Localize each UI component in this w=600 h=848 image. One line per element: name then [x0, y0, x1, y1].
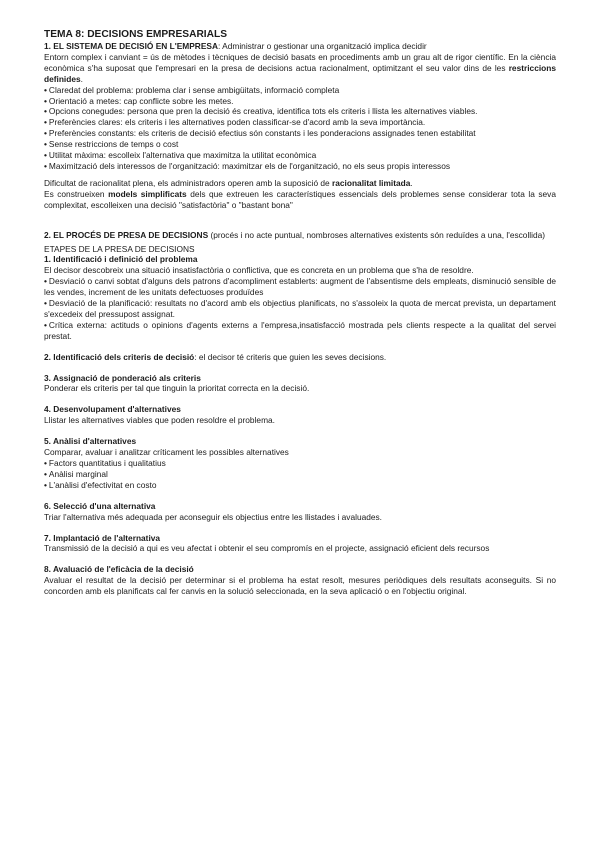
section-1-heading-rest: : Administrar o gestionar una organització implica decidir — [218, 41, 427, 51]
section-1-heading: 1. EL SISTEMA DE DECISIÓ EN L'EMPRESA — [44, 41, 218, 51]
stage-3-title: 3. Assignació de ponderació als criteris — [44, 372, 201, 383]
list-item-text: Utilitat màxima: escolleix l'alternativa que maximitza la utilitat econòmica — [48, 150, 317, 161]
list-item-text: Maximització dels interessos de l'organització: maximitzar els de l'organització, no els seus propis interessos — [48, 160, 451, 171]
bullet-icon: • — [44, 468, 47, 479]
list-item — [44, 458, 556, 469]
bullet-icon: • — [44, 106, 47, 117]
stage-2-line — [44, 352, 556, 363]
stages-label: ETAPES DE LA PRESA DE DECISIONS — [44, 243, 195, 254]
list-item — [44, 150, 556, 161]
list-item-text: Sense restriccions de temps o cost — [48, 139, 179, 150]
list-item-text: Desviació de la planificació: resultats no d'acord amb els objectius planificats, no s'assoleix la quota de mercat prevista, un departament s'excedeix del pressupost assignat. — [44, 298, 556, 319]
list-item-text: Claredat del problema: problema clar i sense ambigüitats, informació completa — [48, 84, 340, 95]
stage-1-bullet-list — [44, 276, 556, 341]
bullet-icon: • — [44, 319, 47, 330]
stage-6-title: 6. Selecció d'una alternativa — [44, 500, 156, 511]
bullet-icon: • — [44, 479, 47, 490]
paragraph-bold: racionalitat limitada — [332, 177, 411, 188]
bullet-icon: • — [44, 128, 47, 139]
list-item — [44, 161, 556, 172]
paragraph-end: dels que extreuen les característiques essencials dels problemes sense considerar tota la seva complexitat, escolleixen una decisió "satisfactòria" o "bastant bona" — [44, 188, 556, 210]
list-item — [44, 117, 556, 128]
list-item — [44, 128, 556, 139]
list-item — [44, 480, 556, 491]
intro-text: Entorn complex i canviant = ús de mètodes i tècniques de decisió basats en procediments amb un grau alt de rigor científic. En la ciència econòmica s'ha suposat que l'empresari en la presa de decisions actua racionalment, optimitzant el seu valor dins de les — [44, 51, 556, 73]
list-item-text: Orientació a metes: cap conflicte sobre les metes. — [48, 95, 234, 106]
stage-5-title: 5. Anàlisi d'alternatives — [44, 436, 137, 447]
intro-end: . — [80, 73, 83, 84]
bullet-icon: • — [44, 117, 47, 128]
document-page — [44, 28, 556, 597]
bullet-icon: • — [44, 298, 47, 309]
list-item — [44, 298, 556, 320]
bullet-icon: • — [44, 276, 47, 287]
paragraph-end: . — [410, 177, 413, 188]
stage-2-text: : el decisor té criteris que guien les seves decisions. — [194, 351, 387, 362]
list-item — [44, 85, 556, 96]
paragraph-text: Dificultat de racionalitat plena, els administradors operen amb la suposició de — [44, 177, 333, 188]
stage-3-text: Ponderar els criteris per tal que tinguin la prioritat correcta en la decisió. — [44, 383, 310, 394]
stage-6-text: Triar l'alternativa més adequada per aconseguir els objectius entre les llistades i avaluades. — [44, 511, 382, 522]
stage-5-bullet-list — [44, 458, 556, 491]
list-item-text: Crítica externa: actituds o opinions d'agents externs a l'empresa,insatisfacció mostrada pels clients respecte a la qualitat del servei prestat. — [44, 319, 556, 341]
list-item-text: Anàlisi marginal — [48, 468, 108, 479]
stage-7-text: Transmissió de la decisió a qui es veu afectat i obtenir el seu compromís en el projecte, assignació eficient dels recursos — [44, 543, 490, 554]
list-item-text: Desviació o canvi sobtat d'alguns dels patrons d'acompliment establerts: augment de l'absentisme dels empleats, disminució sensible de les vendes, increment de les unitats defectuoses produïdes — [44, 276, 556, 298]
stage-5-text: Comparar, avaluar i analitzar críticament les possibles alternatives — [44, 447, 289, 458]
document-title: TEMA 8: DECISIONS EMPRESARIALS — [44, 29, 228, 40]
simplified-models-paragraph — [44, 189, 556, 211]
paragraph-bold: models simplificats — [108, 188, 187, 199]
stage-4-title: 4. Desenvolupament d'alternatives — [44, 404, 181, 415]
intro-bold: restriccions definides — [44, 62, 556, 84]
stage-4-text: Llistar les alternatives viables que poden resoldre el problema. — [44, 415, 275, 426]
section-2-heading: 2. EL PROCÉS DE PRESA DE DECISIONS — [44, 229, 209, 240]
paragraph-text: Es construeixen — [44, 188, 109, 199]
stage-1-text: El decisor descobreix una situació insatisfactòria o conflictiva, que es concreta en un problema que s'ha de resoldre. — [44, 265, 474, 276]
list-item — [44, 469, 556, 480]
stage-8-title: 8. Avaluació de l'eficàcia de la decisió — [44, 564, 194, 575]
stage-2-title: 2. Identificació dels criteris de decisió — [44, 351, 195, 362]
section-1-heading-line — [44, 41, 556, 52]
bullet-icon: • — [44, 458, 47, 468]
bullet-icon: • — [44, 160, 47, 171]
stage-1-title: 1. Identificació i definició del problema — [44, 254, 198, 265]
bullet-icon: • — [44, 95, 47, 106]
list-item — [44, 139, 556, 150]
list-item — [44, 320, 556, 342]
list-item-text: Opcions conegudes: persona que pren la decisió és creativa, identifica tots els criteris i llista les alternatives viables. — [48, 106, 478, 117]
list-item-text: Factors quantitatius i qualitatius — [48, 458, 166, 468]
stage-7-title: 7. Implantació de l'alternativa — [44, 532, 161, 543]
list-item-text: L'anàlisi d'efectivitat en costo — [48, 479, 157, 490]
bullet-icon: • — [44, 150, 47, 161]
section-1-intro — [44, 52, 556, 85]
list-item — [44, 96, 556, 107]
list-item — [44, 276, 556, 298]
stage-8-text: Avaluar el resultat de la decisió per determinar si el problema ha estat resolt, mesures periòdiques dels resultats aconseguits. Si no concorden amb els planificats cal fer canvis en la solució seleccionada, en la seva aplicació o en l'objectiu original. — [44, 575, 556, 597]
list-item-text: Preferències constants: els criteris de decisió efectius són constants i les ponderacions assignades tenen estabilitat — [48, 128, 476, 139]
section-2-heading-rest: (procés i no acte puntual, nombroses alternatives existents són reduïdes a una, l'escollida) — [208, 229, 546, 240]
section-2-heading-line — [44, 230, 556, 241]
section-1-bullet-list — [44, 85, 556, 172]
bullet-icon: • — [44, 84, 47, 95]
list-item — [44, 106, 556, 117]
bounded-rationality-paragraph — [44, 178, 556, 189]
list-item-text: Preferències clares: els criteris i les alternatives poden classificar-se d'acord amb la seva importància. — [48, 117, 426, 128]
bullet-icon: • — [44, 139, 47, 150]
